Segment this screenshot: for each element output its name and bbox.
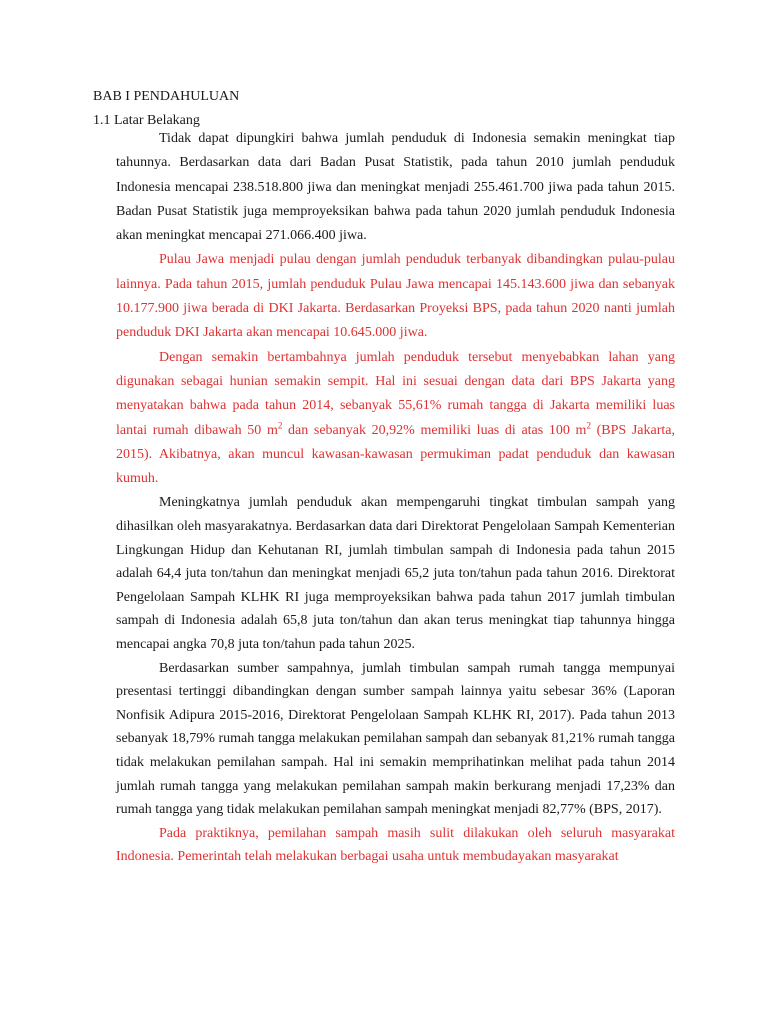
paragraph-java: Pulau Jawa menjadi pulau dengan jumlah penduduk terbanyak dibandingkan pulau-pulau lainnya. Pada tahun 2015, jumlah penduduk Pulau Jawa mencapai 145.143.600 jiwa dan sebanyak 10.177.900 jiwa berada di DKI Jakarta. Berdasarkan Proyeksi BPS, pada tahun 2020 nanti jumlah penduduk DKI Jakarta akan mencapai 10.645.000 jiwa. — [116, 252, 675, 341]
body-text — [116, 127, 675, 869]
paragraph-waste-sorting: Pada praktiknya, pemilahan sampah masih sulit dilakukan oleh seluruh masyarakat Indonesia. Pemerintah telah melakukan berbagai usaha untuk membudayakan masyarakat — [116, 825, 675, 865]
paragraph-waste-generation: Meningkatnya jumlah penduduk akan mempengaruhi tingkat timbulan sampah yang dihasilkan oleh masyarakatnya. Berdasarkan data dari Direktorat Pengelolaan Sampah Kementerian Lingkungan Hidup dan Kehutanan RI, jumlah timbulan sampah di Indonesia pada tahun 2015 adalah 64,4 juta ton/tahun dan meningkat menjadi 65,2 juta ton/tahun pada tahun 2016. Direktorat Pengelolaan Sampah KLHK RI juga memproyeksikan bahwa pada tahun 2017 jumlah timbulan sampah di Indonesia adalah 65,8 juta ton/tahun dan akan terus meningkat tiap tahunnya hingga mencapai angka 70,8 juta ton/tahun pada tahun 2025. — [116, 495, 676, 653]
paragraph-housing-part1: Dengan semakin bertambahnya jumlah penduduk tersebut menyebabkan lahan yang digunakan sebagai hunian semakin sempit. Hal ini sesuai dengan data dari BPS Jakarta yang menyatakan bahwa pada tahun 2014, sebanyak 55,61% rumah tangga di Jakarta memiliki luas lantai rumah dibawah 50 m — [116, 349, 675, 438]
paragraph-population: Tidak dapat dipungkiri bahwa jumlah penduduk di Indonesia semakin meningkat tiap tahunnya. Berdasarkan data dari Badan Pusat Statistik, pada tahun 2010 jumlah penduduk Indonesia mencapai 238.518.800 jiwa dan meningkat menjadi 255.461.700 jiwa pada tahun 2015. Badan Pusat Statistik juga memproyeksikan bahwa pada tahun 2020 jumlah penduduk Indonesia akan meningkat mencapai 271.066.400 jiwa. — [116, 131, 675, 244]
paragraph-housing-part3: (BPS Jakarta, 2015). Akibatnya, akan muncul kawasan-kawasan permukiman padat penduduk dan kawasan kumuh. — [116, 422, 675, 487]
paragraph-waste-sources: Berdasarkan sumber sampahnya, jumlah timbulan sampah rumah tangga mempunyai presentasi tertinggi dibandingkan dengan sumber sampah lainnya yaitu sebesar 36% (Laporan Nonfisik Adipura 2015-2016, Direktorat Pengelolaan Sampah KLHK RI, 2017). Pada tahun 2013 sebanyak 18,79% rumah tangga melakukan pemilahan sampah dan sebanyak 81,21% rumah tangga tidak melakukan pemilahan sampah. Hal ini semakin memprihatinkan melihat pada tahun 2014 jumlah rumah tangga yang melakukan pemilahan sampah makin berkurang menjadi 17,23% dan rumah tangga yang tidak melakukan pemilahan sampah meningkat menjadi 82,77% (BPS, 2017). — [116, 660, 675, 818]
section-title: 1.1 Latar Belakang — [93, 113, 200, 128]
chapter-title: BAB I PENDAHULUAN — [93, 89, 240, 104]
superscript-1: 2 — [277, 419, 283, 430]
superscript-2: 2 — [586, 419, 591, 430]
paragraph-housing-part2: dan sebanyak 20,92% memiliki luas di atas 100 m — [282, 422, 587, 438]
paragraph-housing — [116, 346, 675, 492]
